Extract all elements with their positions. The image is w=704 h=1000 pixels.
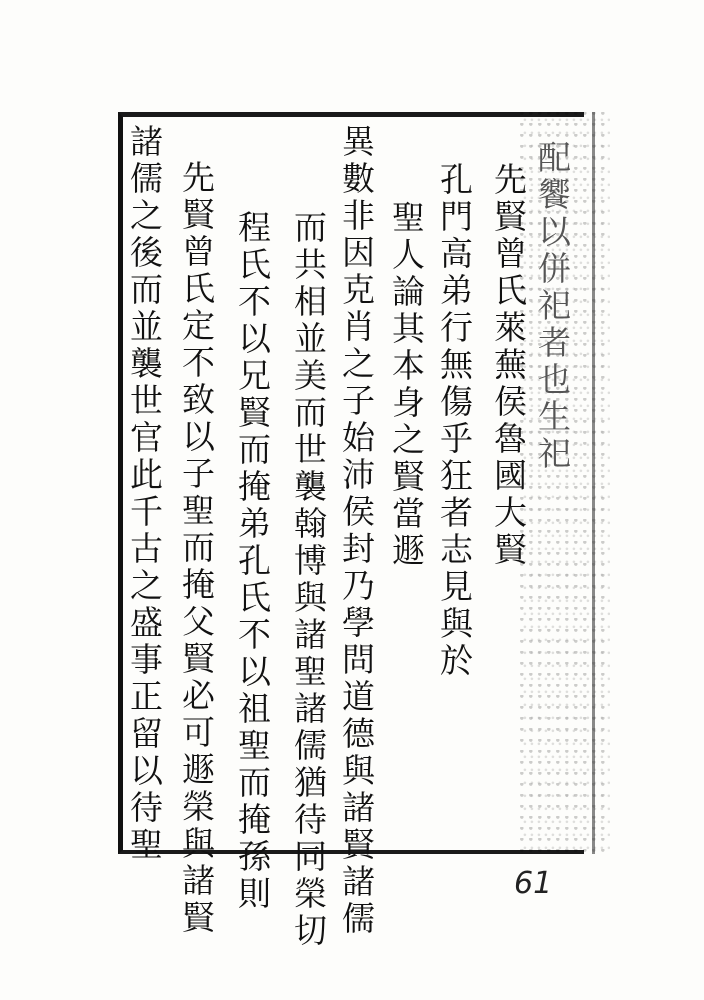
text-column-4: 聖人論其本身之賢當遯 [387, 200, 426, 570]
text-column-5: 異數非因克肖之子始沛侯封乃學問道德與諸賢諸儒 [337, 124, 376, 938]
text-column-3: 孔門高弟行無傷乎狂者志見與於 [435, 162, 474, 680]
text-column-7: 程氏不以兄賢而掩弟孔氏不以祖聖而掩孫則 [233, 210, 272, 913]
text-column-9: 諸儒之後而並襲世官此千古之盛事正留以待聖 [125, 124, 164, 864]
fold-line [592, 112, 595, 854]
text-column-1: 配饗以併祀者也生祀 [533, 140, 572, 473]
text-column-6: 而共相並美而世襲翰博與諸聖諸儒猶待同榮切 [289, 210, 328, 950]
text-column-2: 先賢曾氏萊蕪侯魯國大賢 [489, 162, 528, 569]
text-column-8: 先賢曾氏定不致以子聖而掩父賢必可遯榮與諸賢 [177, 160, 216, 937]
page-number: 61 [514, 866, 553, 901]
